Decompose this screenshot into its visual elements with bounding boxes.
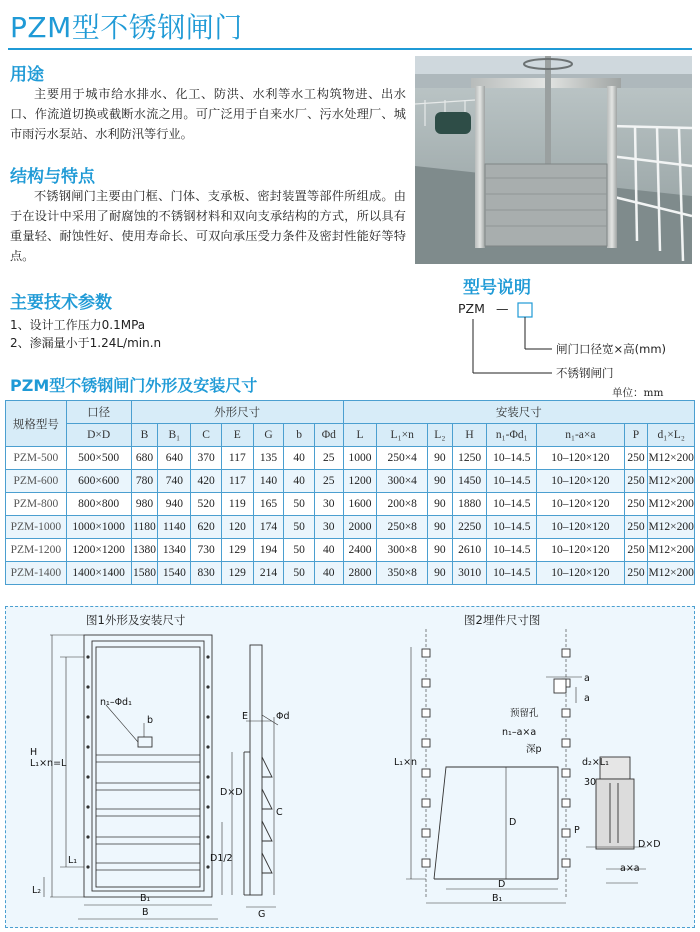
- model-heading: 型号说明: [463, 278, 531, 298]
- table-cell: 300×8: [377, 539, 428, 562]
- fig1-caption: 图1外形及安装尺寸: [86, 613, 186, 627]
- label-n1-axa: n₁–a×a: [502, 727, 537, 738]
- table-cell: 1250: [452, 447, 487, 470]
- row-model-cell: PZM-1000: [6, 516, 67, 539]
- table-cell: 40: [314, 562, 343, 585]
- label-b-small: b: [147, 715, 154, 726]
- label-dxd: D×D: [220, 787, 243, 798]
- label-b1-fig2: B₁: [492, 893, 503, 904]
- model-diagram: [440, 295, 700, 385]
- subheader-cell: H: [452, 424, 487, 447]
- table-cell: 10–14.5: [487, 539, 537, 562]
- table-cell: 1200×1200: [66, 539, 131, 562]
- subheader-cell: n₁-Φd₁: [487, 424, 537, 447]
- subheader-cell: C: [191, 424, 222, 447]
- table-row: [6, 516, 695, 539]
- subheader-cell: Φd: [314, 424, 343, 447]
- label-reserved-hole: 预留孔: [510, 708, 539, 719]
- subheader-cell: B₁: [158, 424, 191, 447]
- header-model: 规格型号: [6, 401, 67, 447]
- table-cell: 3010: [452, 562, 487, 585]
- row-model-cell: PZM-600: [6, 470, 67, 493]
- table-cell: 165: [253, 493, 284, 516]
- subheader-cell: L: [343, 424, 377, 447]
- table-row: [6, 447, 695, 470]
- label-c: C: [276, 807, 283, 818]
- dimensions-heading: PZM型不锈钢闸门外形及安装尺寸: [10, 376, 258, 395]
- table-cell: 1000: [343, 447, 377, 470]
- table-cell: 1580: [131, 562, 158, 585]
- subheader-cell: L₁×n: [377, 424, 428, 447]
- table-cell: 129: [221, 539, 253, 562]
- label-d-vertical: D: [509, 817, 517, 828]
- table-cell: 730: [191, 539, 222, 562]
- table-cell: 25: [314, 447, 343, 470]
- table-cell: 780: [131, 470, 158, 493]
- table-cell: 90: [427, 447, 452, 470]
- table-cell: 800×800: [66, 493, 131, 516]
- label-p: P: [574, 825, 580, 836]
- label-b1: B₁: [140, 893, 151, 904]
- table-cell: 2610: [452, 539, 487, 562]
- tech-list: [10, 316, 161, 352]
- header-outer: 外形尺寸: [131, 401, 343, 424]
- table-cell: 10–14.5: [487, 562, 537, 585]
- table-cell: 2000: [343, 516, 377, 539]
- table-cell: 50: [284, 539, 315, 562]
- table-cell: M12×200: [648, 447, 695, 470]
- table-cell: 830: [191, 562, 222, 585]
- label-n1-phid1: n₁–Φd₁: [100, 697, 132, 708]
- table-cell: M12×200: [648, 562, 695, 585]
- table-cell: 1880: [452, 493, 487, 516]
- table-cell: 250: [624, 447, 648, 470]
- tech-heading: 主要技术参数: [10, 293, 112, 313]
- table-cell: 120: [221, 516, 253, 539]
- table-cell: 10–14.5: [487, 447, 537, 470]
- label-h-l1n: H L₁×n=L: [30, 747, 67, 769]
- table-cell: 50: [284, 493, 315, 516]
- technical-drawings: [6, 607, 696, 929]
- unit-label: 单位：mm: [612, 387, 664, 399]
- header-bore: 口径: [66, 401, 131, 424]
- table-cell: 680: [131, 447, 158, 470]
- table-cell: 1600: [343, 493, 377, 516]
- subheader-cell: P: [624, 424, 648, 447]
- gate-photo: [415, 56, 692, 264]
- table-cell: 40: [284, 470, 315, 493]
- table-cell: 90: [427, 516, 452, 539]
- subheader-cell: L₂: [427, 424, 452, 447]
- table-cell: 1400×1400: [66, 562, 131, 585]
- subheader-cell: b: [284, 424, 315, 447]
- table-cell: 250: [624, 516, 648, 539]
- table-cell: 980: [131, 493, 158, 516]
- table-cell: 214: [253, 562, 284, 585]
- label-b: B: [142, 907, 149, 918]
- row-model-cell: PZM-500: [6, 447, 67, 470]
- table-row: [6, 470, 695, 493]
- table-cell: 1000×1000: [66, 516, 131, 539]
- table-cell: 30: [314, 516, 343, 539]
- label-l1n: L₁×n: [394, 757, 418, 768]
- table-cell: 10–14.5: [487, 470, 537, 493]
- table-cell: 25: [314, 470, 343, 493]
- table-cell: 10–120×120: [537, 447, 624, 470]
- table-cell: 250: [624, 493, 648, 516]
- table-cell: 620: [191, 516, 222, 539]
- structure-text: 不锈钢闸门主要由门框、门体、支承板、密封装置等部件所组成。由于在设计中采用了耐腐蚀的不锈钢材料和双向支承结构的方式，所以具有重量轻、耐蚀性好、使用寿命长、可双向承压受力条件及密封性能好等特点。: [10, 189, 406, 263]
- table-cell: 140: [253, 470, 284, 493]
- table-cell: 129: [221, 562, 253, 585]
- table-cell: M12×200: [648, 516, 695, 539]
- table-cell: 50: [284, 562, 315, 585]
- label-l1: L₁: [68, 855, 78, 866]
- label-dxd-fig2: D×D: [638, 839, 661, 850]
- table-cell: 10–120×120: [537, 562, 624, 585]
- model-type-label: 不锈钢闸门: [556, 366, 614, 380]
- table-cell: 1450: [452, 470, 487, 493]
- table-cell: 1380: [131, 539, 158, 562]
- label-30: 30: [584, 777, 597, 788]
- table-cell: 500×500: [66, 447, 131, 470]
- label-l2: L₂: [32, 885, 42, 896]
- table-cell: 2800: [343, 562, 377, 585]
- table-cell: 1140: [158, 516, 191, 539]
- table-cell: 50: [284, 516, 315, 539]
- table-cell: 640: [158, 447, 191, 470]
- table-row: [6, 493, 695, 516]
- label-d2l1: d₂×L₁: [582, 757, 609, 768]
- table-cell: 10–120×120: [537, 493, 624, 516]
- table-cell: 250: [624, 539, 648, 562]
- spec-table: [5, 400, 695, 585]
- table-cell: 1180: [131, 516, 158, 539]
- fig2-caption: 图2埋件尺寸图: [464, 613, 541, 627]
- table-cell: 300×4: [377, 470, 428, 493]
- table-cell: 420: [191, 470, 222, 493]
- table-cell: 10–120×120: [537, 539, 624, 562]
- table-cell: 520: [191, 493, 222, 516]
- table-cell: 600×600: [66, 470, 131, 493]
- table-cell: 250×4: [377, 447, 428, 470]
- tech-item: 1、设计工作压力0.1MPa: [10, 318, 146, 332]
- structure-heading: 结构与特点: [10, 167, 95, 187]
- table-cell: 174: [253, 516, 284, 539]
- row-model-cell: PZM-800: [6, 493, 67, 516]
- table-cell: 10–14.5: [487, 516, 537, 539]
- subheader-cell: d₁×L₂: [648, 424, 695, 447]
- table-cell: 250: [624, 470, 648, 493]
- table-row: [6, 562, 695, 585]
- table-cell: 40: [284, 447, 315, 470]
- label-axa: a×a: [620, 863, 640, 874]
- table-cell: 10–120×120: [537, 516, 624, 539]
- model-code: PZM: [458, 301, 485, 316]
- table-cell: 40: [314, 539, 343, 562]
- drawings-panel: [5, 606, 695, 928]
- table-cell: 740: [158, 470, 191, 493]
- table-cell: 90: [427, 470, 452, 493]
- label-phid: Φd: [276, 711, 290, 722]
- table-cell: 90: [427, 493, 452, 516]
- table-cell: 350×8: [377, 562, 428, 585]
- row-model-cell: PZM-1400: [6, 562, 67, 585]
- table-cell: 119: [221, 493, 253, 516]
- tech-item: 2、渗漏量小于1.24L/min.n: [10, 336, 162, 350]
- table-cell: 30: [314, 493, 343, 516]
- subheader-cell: D×D: [66, 424, 131, 447]
- page-title: PZM型不锈钢闸门: [10, 11, 243, 44]
- usage-heading: 用途: [10, 65, 44, 85]
- table-cell: 250×8: [377, 516, 428, 539]
- table-cell: 250: [624, 562, 648, 585]
- subheader-cell: E: [221, 424, 253, 447]
- table-cell: 117: [221, 470, 253, 493]
- subheader-cell: B: [131, 424, 158, 447]
- table-cell: 90: [427, 539, 452, 562]
- table-cell: 370: [191, 447, 222, 470]
- table-cell: M12×200: [648, 470, 695, 493]
- header-install: 安装尺寸: [343, 401, 694, 424]
- table-cell: 2250: [452, 516, 487, 539]
- label-d12: D1/2: [210, 853, 233, 864]
- label-g: G: [258, 909, 266, 920]
- table-cell: 194: [253, 539, 284, 562]
- table-cell: 117: [221, 447, 253, 470]
- table-row: [6, 539, 695, 562]
- table-cell: 10–120×120: [537, 470, 624, 493]
- table-cell: 200×8: [377, 493, 428, 516]
- table-cell: M12×200: [648, 539, 695, 562]
- table-cell: 10–14.5: [487, 493, 537, 516]
- label-e: E: [242, 711, 249, 722]
- label-a-top: a: [584, 673, 590, 684]
- table-cell: 940: [158, 493, 191, 516]
- label-depth-p: 深p: [526, 744, 542, 755]
- title-divider: [8, 48, 692, 50]
- table-cell: 1540: [158, 562, 191, 585]
- label-a-side: a: [584, 693, 590, 704]
- model-dash: —: [496, 301, 509, 316]
- usage-text: 主要用于城市给水排水、化工、防洪、水利等水工构筑物进、出水口、作流道切换或截断水流之用。可广泛用于自来水厂、污水处理厂、城市雨污水泵站、水利防汛等行业。: [10, 87, 406, 141]
- table-cell: 1340: [158, 539, 191, 562]
- label-d-horizontal: D: [498, 879, 506, 890]
- model-size-label: 闸门口径宽×高(mm): [556, 342, 667, 356]
- table-cell: M12×200: [648, 493, 695, 516]
- table-cell: 2400: [343, 539, 377, 562]
- row-model-cell: PZM-1200: [6, 539, 67, 562]
- subheader-cell: n₁-a×a: [537, 424, 624, 447]
- table-cell: 90: [427, 562, 452, 585]
- table-cell: 135: [253, 447, 284, 470]
- subheader-cell: G: [253, 424, 284, 447]
- table-cell: 1200: [343, 470, 377, 493]
